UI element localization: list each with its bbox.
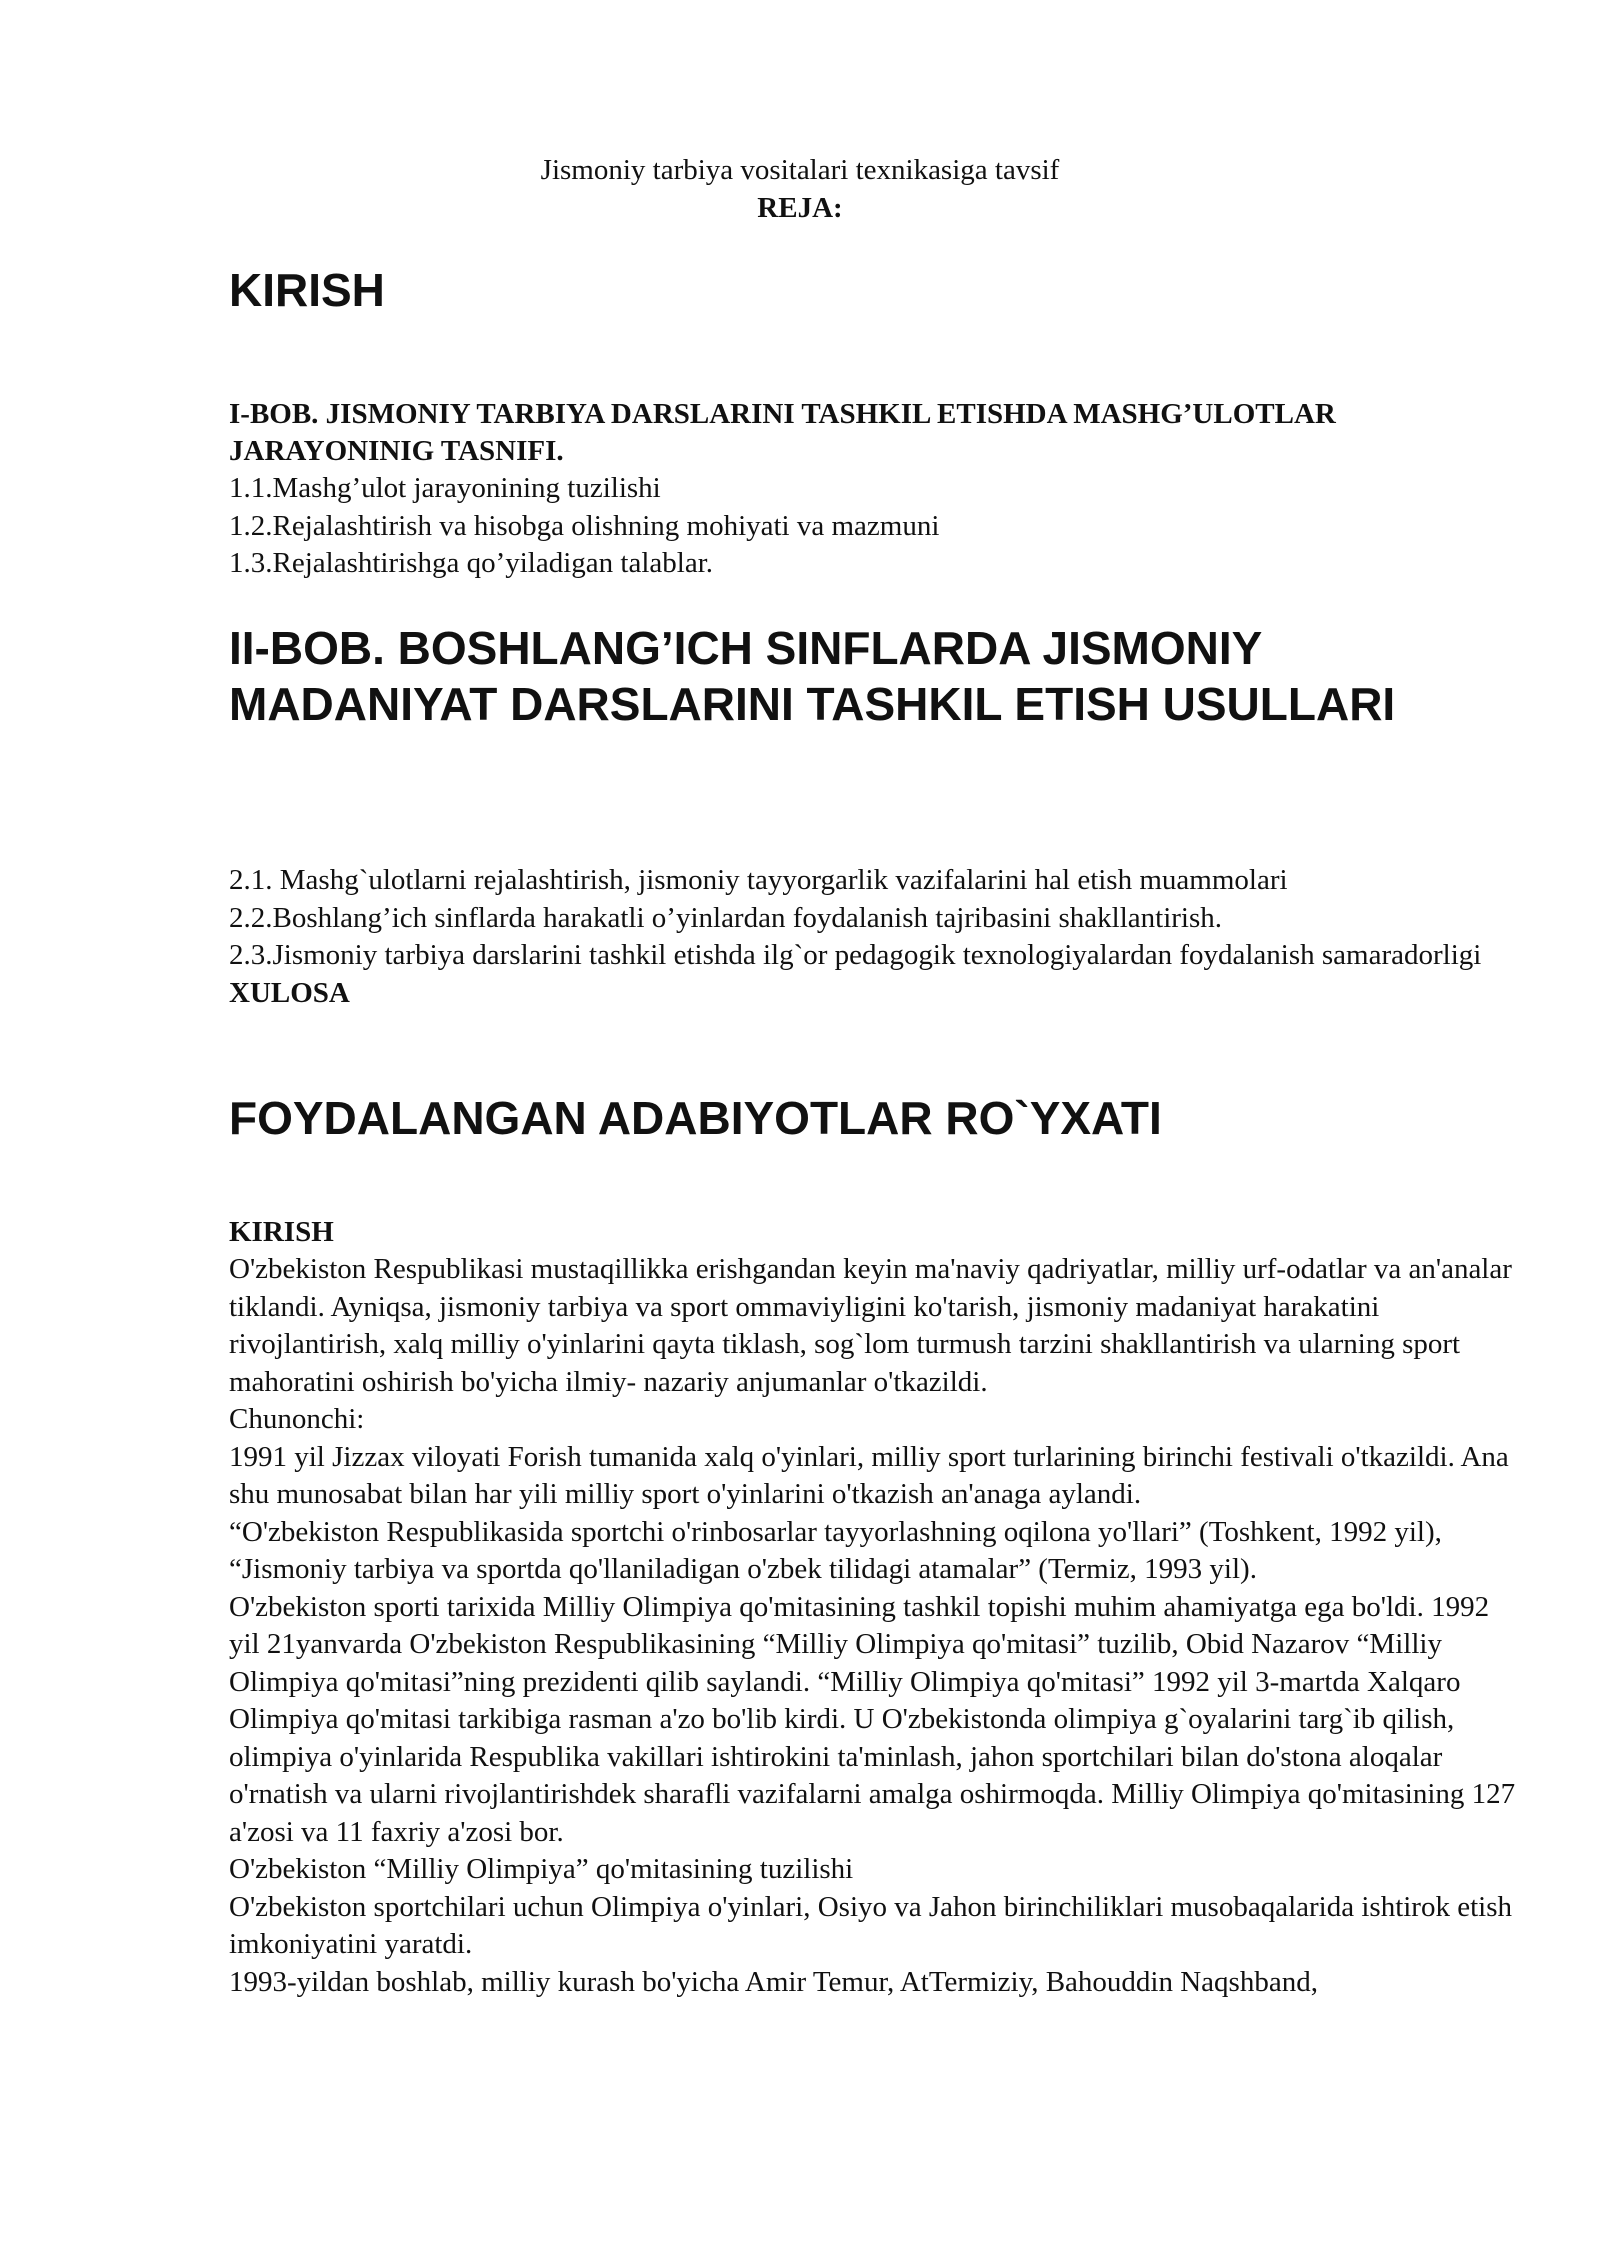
plan-intro-heading: KIRISH <box>229 264 385 316</box>
intro-section-heading: KIRISH <box>229 1216 334 1248</box>
body-paragraph: O'zbekiston “Milliy Olimpiya” qo'mitasining tuzilishi <box>229 1853 854 1885</box>
plan-references-heading: FOYDALANGAN ADABIYOTLAR RO`YXATI <box>229 1092 1162 1144</box>
chapter-2-item: 2.1. Mashg`ulotlarni rejalashtirish, jismoniy tayyorgarlik vazifalarini hal etish muammolari <box>229 864 1288 896</box>
body-paragraph: 1993-yildan boshlab, milliy kurash bo'yicha Amir Temur, AtTermiziy, Bahouddin Naqshband, <box>229 1965 1318 1998</box>
chapter-1-item: 1.1.Mashg’ulot jarayonining tuzilishi <box>229 472 661 504</box>
plan-chapter-1 <box>229 396 1529 583</box>
chapter-1-heading: I-BOB. JISMONIY TARBIYA DARSLARINI TASHKIL ETISHDA MASHG’ULOTLAR JARAYONINIG TASNIFI. <box>229 398 1336 467</box>
chapter-1-item: 1.2.Rejalashtirish va hisobga olishning mohiyati va mazmuni <box>229 509 940 542</box>
plan-intro <box>229 262 1529 318</box>
intro-section <box>229 1214 1525 2001</box>
body-paragraph: Chunonchi: <box>229 1403 365 1435</box>
chapter-1-item: 1.3.Rejalashtirishga qo’yiladigan talablar. <box>229 547 714 579</box>
body-paragraph: “O'zbekiston Respublikasida sportchi o'rinbosarlar tayyorlashning oqilona yo'llari” (Toshkent, 1992 yil), “Jismoniy tarbiya va sportda qo'llaniladigan o'zbek tilidagi atamalar” (Termiz, 1993 yil). <box>229 1515 1442 1585</box>
body-paragraph: O'zbekiston sportchilari uchun Olimpiya o'yinlari, Osiyo va Jahon birinchiliklari musobaqalarida ishtirok etish imkoniyatini yaratdi. <box>229 1890 1512 1960</box>
plan-label: REJA: <box>757 192 843 224</box>
chapter-2-item: 2.2.Boshlang’ich sinflarda harakatli o’yinlardan foydalanish tajribasini shakllantirish. <box>229 901 1222 934</box>
document-title: Jismoniy tarbiya vositalari texnikasiga tavsif <box>540 154 1060 186</box>
plan-chapter-2-items <box>229 862 1529 1012</box>
body-paragraph: 1991 yil Jizzax viloyati Forish tumanida xalq o'yinlari, milliy sport turlarining birinchi festivali o'tkazildi. Ana shu munosabat bilan har yili milliy sport o'yinlarini o'tkazish an'anaga aylandi. <box>229 1440 1509 1510</box>
body-paragraph: O'zbekiston sporti tarixida Milliy Olimpiya qo'mitasining tashkil topishi muhim ahamiyatga ega bo'ldi. 1992 yil 21yanvarda O'zbekiston Respublikasining “Milliy Olimpiya qo'mitasi” tuzilib, Obid Nazarov “Milliy Olimpiya qo'mitasi”ning prezidenti qilib saylandi. “Milliy Olimpiya qo'mitasi” 1992 yil 3-martda Xalqaro Olimpiya qo'mitasi tarkibiga rasman a'zo bo'lib kirdi. U O'zbekistonda olimpiya g`oyalarini targ`ib qilish, olimpiya o'yinlarida Respublika vakillari ishtirokini ta'minlash, jahon sportchilari bilan do'stona aloqalar o'rnatish va ularni rivojlantirishdek sharafli vazifalarni amalga oshirmoqda. Milliy Olimpiya qo'mitasining 127 a'zosi va 11 faxriy a'zosi bor. <box>229 1590 1516 1848</box>
plan-references <box>229 1090 1529 1146</box>
chapter-2-item: 2.3.Jismoniy tarbiya darslarini tashkil etishda ilg`or pedagogik texnologiyalardan foydalanish samaradorligi <box>229 939 1482 971</box>
plan-chapter-2 <box>229 620 1409 732</box>
chapter-2-heading: II-BOB. BOSHLANG’ICH SINFLARDA JISMONIY MADANIYAT DARSLARINI TASHKIL ETISH USULLARI <box>229 622 1396 730</box>
body-paragraph: O'zbekiston Respublikasi mustaqillikka erishgandan keyin ma'naviy qadriyatlar, milliy urf-odatlar va an'analar tiklandi. Ayniqsa, jismoniy tarbiya va sport ommaviyligini ko'tarish, jismoniy madaniyat harakatini rivojlantirish, xalq milliy o'yinlarini qayta tiklash, sog`lom turmush tarzini shakllantirish va ularning sport mahoratini oshirish bo'yicha ilmiy- nazariy anjumanlar o'tkazildi. <box>229 1253 1512 1398</box>
plan-conclusion: XULOSA <box>229 976 350 1009</box>
